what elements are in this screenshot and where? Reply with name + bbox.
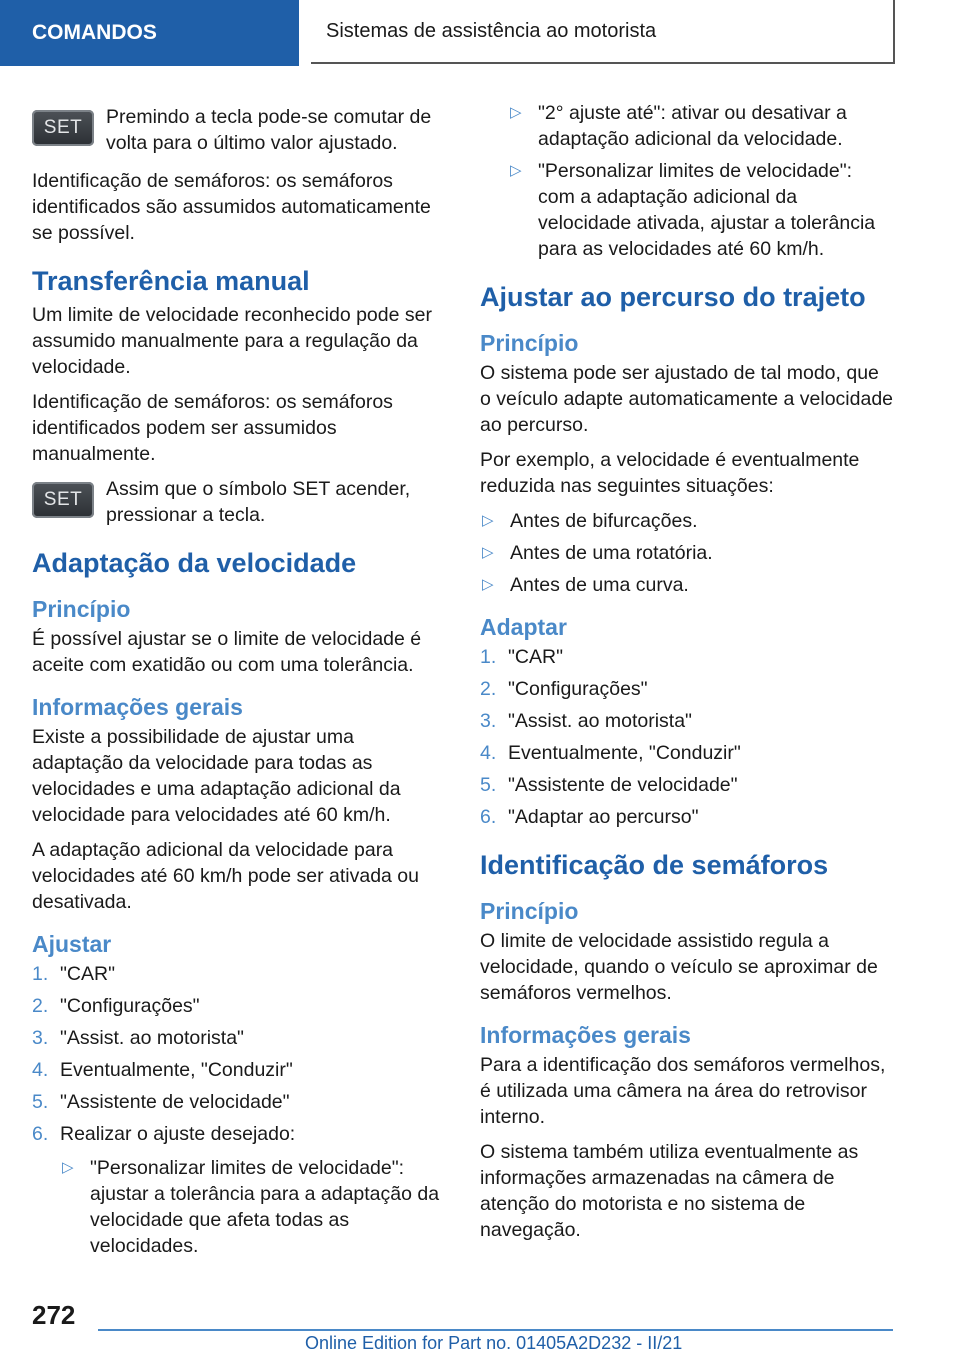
list-item <box>480 676 894 702</box>
step-text: Realizar o ajuste desejado: <box>60 1123 296 1145</box>
list-item <box>32 993 446 1019</box>
bullet-text: "Personalizar limites de velocidade": com a adaptação adicional da velocidade ativada, ajustar a tolerância para as velocidades até 60 km/h. <box>538 160 876 260</box>
paragraph: Um limite de velocidade reconhecido pode ser assumido manualmente para a regulação da velocidade. <box>32 304 432 378</box>
paragraph: Premindo a tecla pode-se comutar de volta para o último valor ajustado. <box>106 106 432 154</box>
sub-bullets <box>508 100 894 262</box>
list-item <box>480 740 894 766</box>
step-text: Eventualmente, "Conduzir" <box>508 742 741 764</box>
heading-speed-adaptation: Adaptação da velocidade <box>32 548 357 578</box>
step-text: "Assistente de velocidade" <box>60 1091 290 1113</box>
list-item <box>32 1089 446 1115</box>
page-number: 272 <box>32 1300 76 1330</box>
step-text: "Configurações" <box>60 995 200 1017</box>
step-number: 5. <box>480 774 497 796</box>
paragraph: O sistema pode ser ajustado de tal modo, que o veículo adapte automaticamente a velocidade ao percurso. <box>480 362 894 436</box>
chapter-header <box>311 0 895 64</box>
adapt-steps <box>480 644 894 830</box>
situation-bullets <box>480 508 894 598</box>
bullet-text: Antes de uma curva. <box>510 574 689 596</box>
bullet-text: "Personalizar limites de velocidade": ajustar a tolerância para a adaptação da velocidade que afeta todas as velocidades. <box>90 1157 440 1257</box>
step-number: 2. <box>480 678 497 700</box>
paragraph: A adaptação adicional da velocidade para velocidades até 60 km/h pode ser ativada ou desativada. <box>32 839 420 913</box>
chapter-title: Sistemas de assistência ao motorista <box>326 19 657 42</box>
bullet-text: "2° ajuste até": ativar ou desativar a adaptação adicional da velocidade. <box>538 102 847 150</box>
step-number: 3. <box>32 1027 49 1049</box>
list-item <box>480 540 894 566</box>
triangle-bullet-icon: ▷ <box>510 162 522 179</box>
adjust-steps <box>32 961 446 1147</box>
bullet-text: Antes de bifurcações. <box>510 510 698 532</box>
list-item <box>480 804 894 830</box>
triangle-bullet-icon: ▷ <box>62 1159 74 1176</box>
subheading-general-info: Informações gerais <box>32 694 243 720</box>
subheading-principle: Princípio <box>32 596 131 622</box>
list-item <box>32 1025 446 1051</box>
right-column <box>480 100 894 1252</box>
list-item <box>480 772 894 798</box>
list-item <box>32 961 446 987</box>
set-button-icon: SET <box>32 482 94 518</box>
set-button-icon: SET <box>32 110 94 146</box>
step-number: 5. <box>32 1091 49 1113</box>
step-text: Eventualmente, "Conduzir" <box>60 1059 293 1081</box>
section-label: COMANDOS <box>32 21 157 44</box>
step-number: 6. <box>480 806 497 828</box>
heading-manual-transfer: Transferência manual <box>32 266 310 296</box>
step-text: "CAR" <box>508 646 564 668</box>
sub-bullets <box>60 1155 446 1259</box>
step-text: "Configurações" <box>508 678 648 700</box>
list-item <box>480 644 894 670</box>
list-item <box>480 708 894 734</box>
subheading-principle: Princípio <box>480 898 579 924</box>
step-number: 3. <box>480 710 497 732</box>
step-number: 1. <box>480 646 497 668</box>
list-item <box>480 508 894 534</box>
list-item <box>32 1057 446 1083</box>
section-tab <box>0 0 299 66</box>
list-item <box>60 1155 446 1259</box>
set-instruction-1 <box>32 104 446 156</box>
step-text: "Assist. ao motorista" <box>508 710 692 732</box>
subheading-principle: Princípio <box>480 330 579 356</box>
step-number: 6. <box>32 1123 49 1145</box>
triangle-bullet-icon: ▷ <box>482 544 494 561</box>
paragraph: O sistema também utiliza eventualmente as informações armazenadas na câmera de atenção do motorista e no sistema de navegação. <box>480 1141 859 1241</box>
step-number: 1. <box>32 963 49 985</box>
set-instruction-2 <box>32 476 446 528</box>
list-item <box>508 158 894 262</box>
edition-note: Online Edition for Part no. 01405A2D232 - II/21 <box>305 1333 683 1353</box>
paragraph: Identificação de semáforos: os semáforos identificados podem ser assumidos manualmente. <box>32 391 393 465</box>
list-item <box>32 1121 446 1147</box>
bullet-text: Antes de uma rotatória. <box>510 542 713 564</box>
step-number: 2. <box>32 995 49 1017</box>
step-text: "Assistente de velocidade" <box>508 774 738 796</box>
paragraph: Assim que o símbolo SET acender, pressionar a tecla. <box>106 478 411 526</box>
triangle-bullet-icon: ▷ <box>482 576 494 593</box>
heading-traffic-lights: Identificação de semáforos <box>480 850 829 880</box>
step-number: 4. <box>32 1059 49 1081</box>
subheading-adjust: Ajustar <box>32 931 112 957</box>
triangle-bullet-icon: ▷ <box>510 104 522 121</box>
subheading-adapt: Adaptar <box>480 614 567 640</box>
heading-route-adjust: Ajustar ao percurso do trajeto <box>480 282 866 312</box>
step-text: "CAR" <box>60 963 116 985</box>
footer-divider <box>98 1329 893 1331</box>
subheading-general-info: Informações gerais <box>480 1022 691 1048</box>
step-text: "Adaptar ao percurso" <box>508 806 699 828</box>
paragraph: Para a identificação dos semáforos vermelhos, é utilizada uma câmera na área do retrovisor interno. <box>480 1054 886 1128</box>
list-item <box>508 100 894 152</box>
paragraph: Identificação de semáforos: os semáforos identificados são assumidos automaticamente se possível. <box>32 170 431 244</box>
paragraph: Existe a possibilidade de ajustar uma adaptação da velocidade para todas as velocidades e uma adaptação adicional da velocidade para velocidades até 60 km/h. <box>32 726 401 826</box>
triangle-bullet-icon: ▷ <box>482 512 494 529</box>
step-number: 4. <box>480 742 497 764</box>
left-column <box>32 100 446 1267</box>
paragraph: É possível ajustar se o limite de velocidade é aceite com exatidão ou com uma tolerância. <box>32 628 422 676</box>
list-item <box>480 572 894 598</box>
step-text: "Assist. ao motorista" <box>60 1027 244 1049</box>
paragraph: O limite de velocidade assistido regula a velocidade, quando o veículo se aproximar de semáforos vermelhos. <box>480 930 878 1004</box>
paragraph: Por exemplo, a velocidade é eventualmente reduzida nas seguintes situações: <box>480 449 860 497</box>
